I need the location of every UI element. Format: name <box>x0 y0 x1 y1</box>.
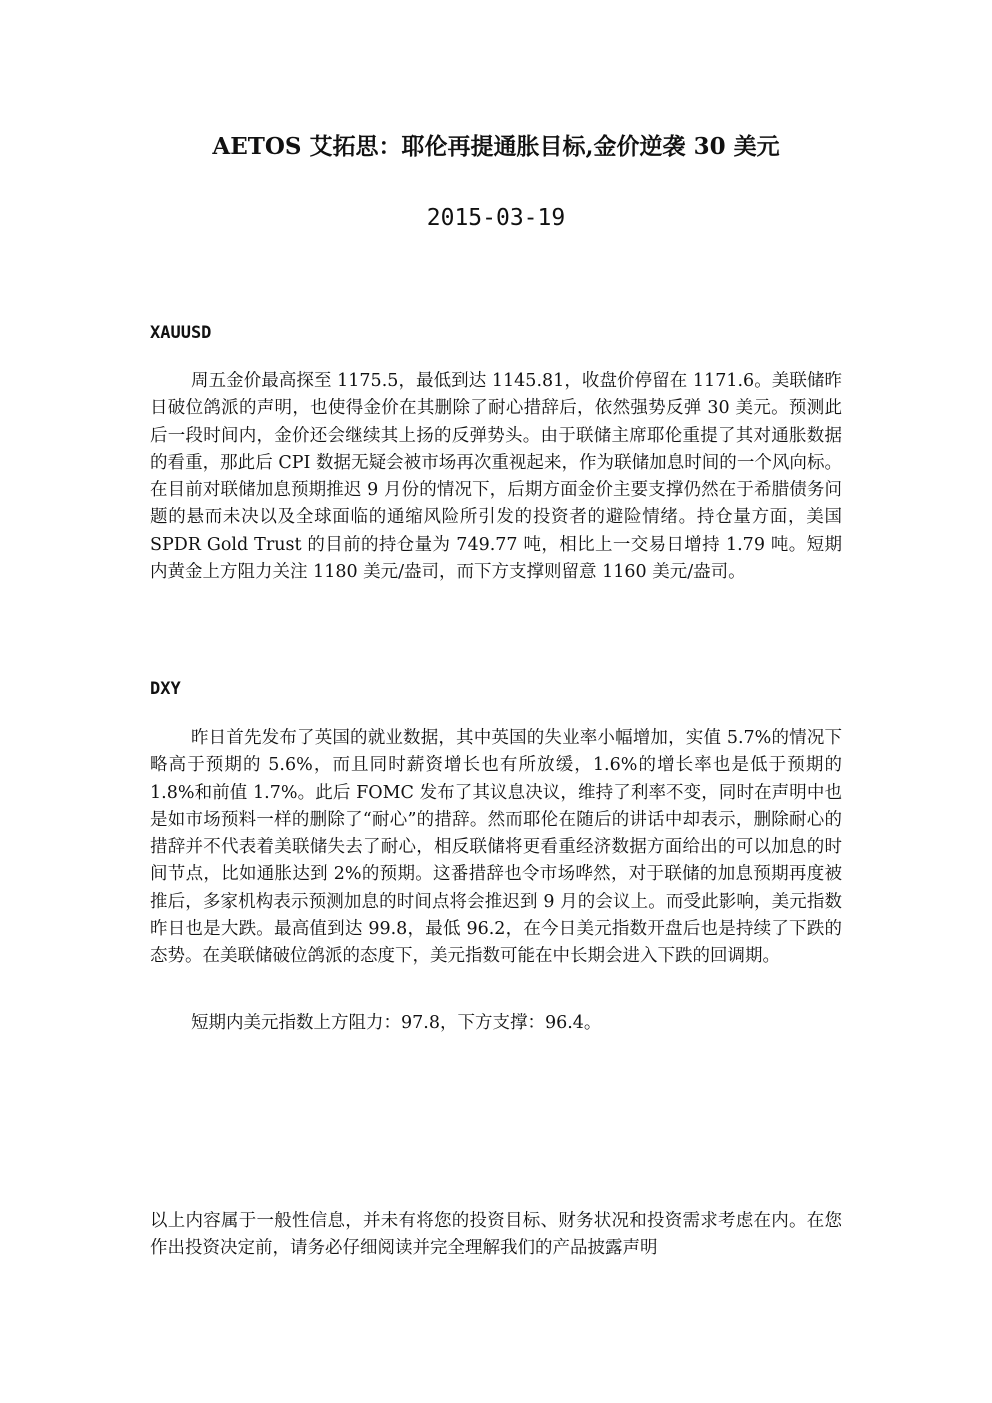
disclaimer-text: 以上内容属于一般性信息，并未有将您的投资目标、财务状况和投资需求考虑在内。在您作出投资决定前，请务必仔细阅读并完全理解我们的产品披露声明 <box>150 1211 842 1259</box>
paragraph-dxy: 昨日首先发布了英国的就业数据，其中英国的失业率小幅增加，实值 5.7%的情况下略高于预期的 5.6%，而且同时薪资增长也有所放缓，1.6%的增长率也是低于预期的 1.8%和前值 1.7%。此后 FOMC 发布了其议息决议，维持了利率不变，同时在声明中也是如市场预料一样的删除了“耐心”的措辞。然而耶伦在随后的讲话中却表示，删除耐心的措辞并不代表着美联储失去了耐心，相反联储将更看重经济数据方面给出的可以加息的时间节点，比如通胀达到 2%的预期。这番措辞也令市场哗然，对于联储的加息预期再度被推后，多家机构表示预测加息的时间点将会推迟到 9 月的会议上。而受此影响，美元指数昨日也是大跌。最高值到达 99.8，最低 96.2，在今日美元指数开盘后也是持续了下跌的态势。在美联储破位鸽派的态度下，美元指数可能在中长期会进入下跌的回调期。 <box>150 728 842 967</box>
document-title: AETOS 艾拓思：耶伦再提通胀目标,金价逆袭 30 美元 <box>212 133 780 160</box>
document-date: 2015-03-19 <box>426 205 566 231</box>
section-heading-dxy: DXY <box>150 679 181 699</box>
paragraph-xauusd: 周五金价最高探至 1175.5，最低到达 1145.81，收盘价停留在 1171.6。美联储昨日破位鸽派的声明，也使得金价在其删除了耐心措辞后，依然强势反弹 30 美元。预测此后一段时间内，金价还会继续其上扬的反弹势头。由于联储主席耶伦重提了其对通胀数据的看重，那此后 CPI 数据无疑会被市场再次重视起来，作为联储加息时间的一个风向标。在目前对联储加息预期推迟 9 月份的情况下，后期方面金价主要支撑仍然在于希腊债务问题的悬而未决以及全球面临的通缩风险所引发的投资者的避险情绪。持仓量方面，美国 SPDR Gold Trust 的目前的持仓量为 749.77 吨，相比上一交易日增持 1.79 吨。短期内黄金上方阻力关注 1180 美元/盎司，而下方支撑则留意 1160 美元/盎司。 <box>150 371 842 583</box>
section-heading-xauusd: XAUUSD <box>150 323 212 343</box>
paragraph-dxy-levels: 短期内美元指数上方阻力：97.8，下方支撑：96.4。 <box>191 1013 602 1033</box>
